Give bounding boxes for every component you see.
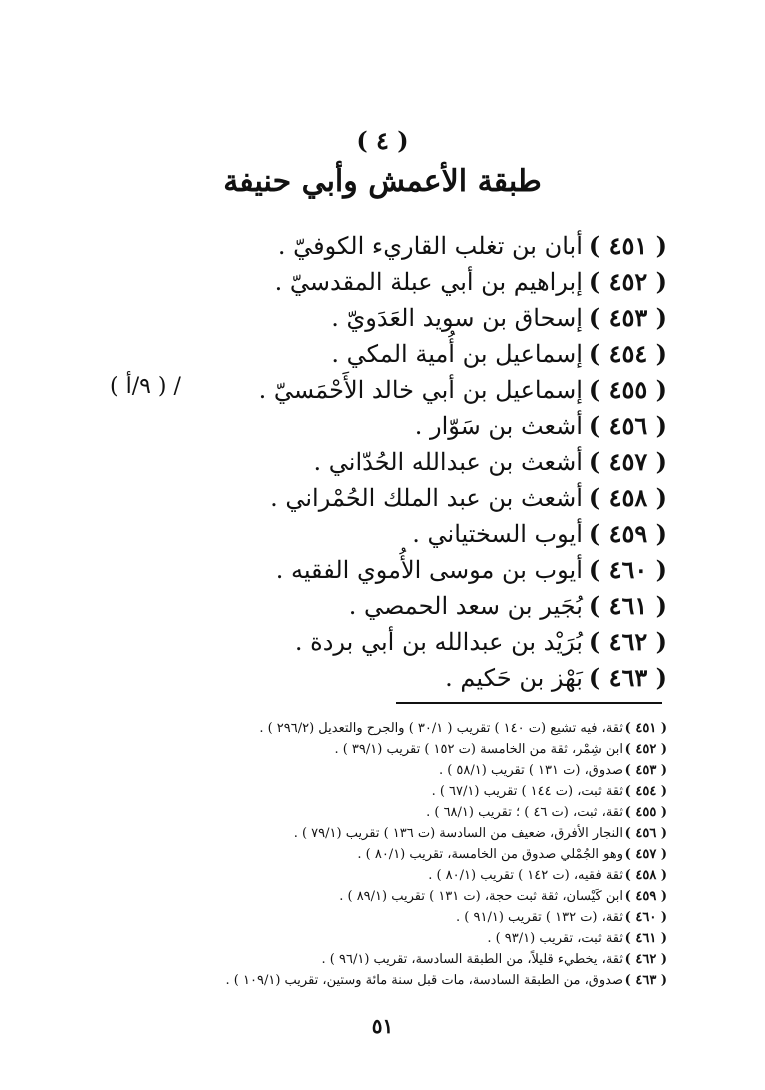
- narrator-entry: [267, 300, 667, 336]
- entry-text: بُرَيْد بن عبدالله بن أبي بردة .: [294, 628, 583, 656]
- entry-text: أيوب بن موسى الأُموي الفقيه .: [275, 556, 583, 584]
- entry-number: ( ٤٦٢ ): [588, 627, 667, 656]
- entry-text: أشعث بن سَوّار .: [414, 412, 583, 440]
- narrator-entry: [267, 408, 667, 444]
- footnote: [207, 760, 667, 781]
- footnote-number: ( ٤٦١ ): [624, 931, 667, 946]
- entry-number: ( ٤٥١ ): [588, 231, 667, 260]
- section-title: طبقة الأعمش وأبي حنيفة: [223, 164, 542, 199]
- footnote: [207, 718, 667, 739]
- entry-number: ( ٤٥٢ ): [588, 267, 667, 296]
- footnote-number: ( ٤٥٥ ): [624, 805, 667, 820]
- footnote: [207, 865, 667, 886]
- entry-number: ( ٤٥٨ ): [588, 483, 667, 512]
- entry-text: أيوب السختياني .: [412, 520, 583, 548]
- footnote-number: ( ٤٥٤ ): [624, 784, 667, 799]
- narrator-entry: [267, 552, 667, 588]
- narrator-entry: [267, 516, 667, 552]
- footnote-text: وهو الجُمْلي صدوق من الخامسة، تقريب (٨٠/١ ) .: [357, 847, 623, 862]
- footnote-text: ثقة، (ت ١٣٢ ) تقريب (٩١/١ ) .: [456, 910, 623, 925]
- footnote-text: ثقة ثبت، تقريب (٩٣/١ ) .: [487, 931, 623, 946]
- entry-text: إسماعيل بن أُمية المكي .: [331, 340, 583, 368]
- footnote-number: ( ٤٥٣ ): [624, 763, 667, 778]
- entry-text: إسماعيل بن أبي خالد الأَحْمَسيّ .: [258, 376, 583, 404]
- entry-text: أشعث بن عبد الملك الحُمْراني .: [270, 484, 583, 512]
- entry-number: ( ٤٦٠ ): [588, 555, 667, 584]
- entry-number: ( ٤٦٣ ): [588, 663, 667, 692]
- footnote-number: ( ٤٥٩ ): [624, 889, 667, 904]
- footnote: [207, 844, 667, 865]
- entry-number: ( ٤٥٧ ): [588, 447, 667, 476]
- footnote-text: ثقة، فيه تشيع (ت ١٤٠ ) تقريب ( ٣٠/١ ) والجرح والتعديل (٢٩٦/٢ ) .: [259, 721, 623, 736]
- footnote: [207, 949, 667, 970]
- entry-number: ( ٤٦١ ): [588, 591, 667, 620]
- entry-number: ( ٤٥٥ ): [588, 375, 667, 404]
- footnote-text: ثقة ثبت، (ت ١٤٤ ) تقريب (٦٧/١ ) .: [431, 784, 623, 799]
- manuscript-folio-note: / ( ٩/أ ): [110, 374, 181, 399]
- footnote-text: صدوق، من الطبقة السادسة، مات قبل سنة مائة وستين، تقريب (١٠٩/١ ) .: [225, 973, 623, 988]
- footnote: [207, 928, 667, 949]
- entry-number: ( ٤٥٦ ): [588, 411, 667, 440]
- footnote-text: النجار الأفرق، ضعيف من السادسة (ت ١٣٦ ) تقريب (٧٩/١ ) .: [293, 826, 623, 841]
- narrator-entry: [267, 588, 667, 624]
- footnote: [207, 739, 667, 760]
- narrator-entry: [267, 660, 667, 696]
- entry-text: إبراهيم بن أبي عبلة المقدسيّ .: [274, 268, 583, 296]
- footnote-text: ثقة، ثبت، (ت ٤٦ ) ؛ تقريب (٦٨/١ ) .: [426, 805, 623, 820]
- entry-text: بُجَير بن سعد الحمصي .: [348, 592, 583, 620]
- narrator-entry: [267, 480, 667, 516]
- page-number: ٥١: [371, 1014, 394, 1038]
- footnote-text: صدوق، (ت ١٣١ ) تقريب (٥٨/١ ) .: [438, 763, 623, 778]
- footnote-number: ( ٤٦٠ ): [624, 910, 667, 925]
- footnote-text: ثقة، يخطيء قليلاً، من الطبقة السادسة، تقريب (٩٦/١ ) .: [321, 952, 623, 967]
- footnote: [207, 823, 667, 844]
- footnote-number: ( ٤٥١ ): [624, 721, 667, 736]
- footnote-text: ثقة فقيه، (ت ١٤٢ ) تقريب (٨٠/١ ) .: [428, 868, 623, 883]
- footnote-divider: [396, 702, 662, 704]
- narrator-entry: [267, 624, 667, 660]
- footnote: [207, 781, 667, 802]
- narrator-list: [258, 228, 667, 696]
- footnote-text: ابن كَيْسان، ثقة ثبت حجة، (ت ١٣١ ) تقريب (٨٩/١ ) .: [339, 889, 623, 904]
- footnote-number: ( ٤٥٢ ): [624, 742, 667, 757]
- footnote: [207, 907, 667, 928]
- narrator-entry: [267, 228, 667, 264]
- narrator-entry: [258, 372, 667, 408]
- entry-number: ( ٤٥٤ ): [588, 339, 667, 368]
- entry-number: ( ٤٥٣ ): [588, 303, 667, 332]
- narrator-entry: [267, 444, 667, 480]
- footnote: [207, 802, 667, 823]
- entry-text: أبان بن تغلب القاريء الكوفيّ .: [277, 232, 583, 260]
- footnote: [207, 970, 667, 991]
- entry-number: ( ٤٥٩ ): [588, 519, 667, 548]
- footnote-number: ( ٤٦٢ ): [624, 952, 667, 967]
- footnote-number: ( ٤٥٦ ): [624, 826, 667, 841]
- entry-text: بَهْز بن حَكيم .: [445, 664, 583, 692]
- entry-text: أشعث بن عبدالله الحُدّاني .: [313, 448, 583, 476]
- footnote: [207, 886, 667, 907]
- footnote-number: ( ٤٦٣ ): [624, 973, 667, 988]
- section-number: ( ٤ ): [356, 126, 409, 155]
- footnote-number: ( ٤٥٧ ): [624, 847, 667, 862]
- footnote-text: ابن شِمْر، ثقة من الخامسة (ت ١٥٢ ) تقريب (٣٩/١ ) .: [334, 742, 623, 757]
- narrator-entry: [267, 336, 667, 372]
- footnote-number: ( ٤٥٨ ): [624, 868, 667, 883]
- footnotes: [207, 718, 667, 991]
- entry-text: إسحاق بن سويد العَدَويّ .: [331, 304, 583, 332]
- narrator-entry: [267, 264, 667, 300]
